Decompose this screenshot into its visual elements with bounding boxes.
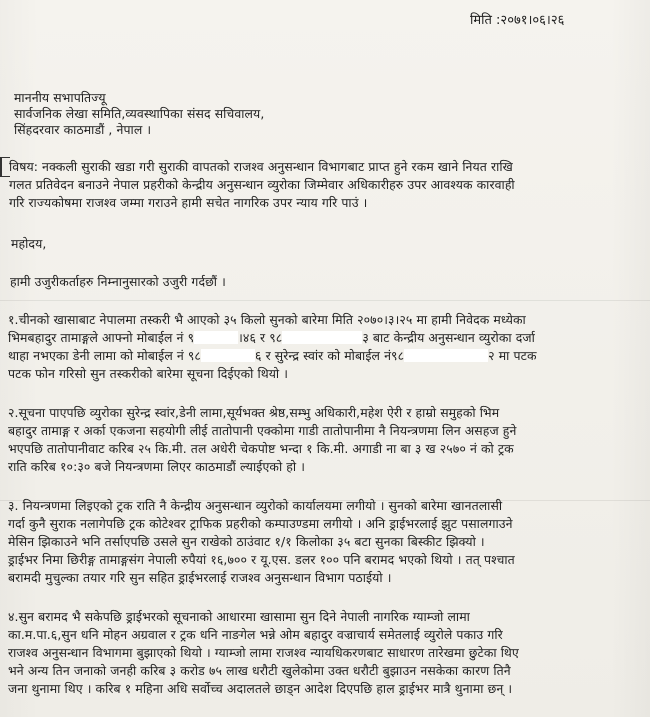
redaction-box bbox=[201, 349, 255, 362]
salutation: महोदय, bbox=[11, 236, 47, 251]
para4-line-3: राजश्व अनुसन्धान विभागमा बुझाएको थियो । ग्याम्जो लामा राजश्व न्यायधिकरणबाट साधारण तारेखमा छुटेका थिए bbox=[8, 645, 519, 660]
para1-line-3-part-c: २ मा पटक bbox=[488, 348, 537, 363]
para3-line-5: बरामदी मुचुल्का तयार गरि सुन सहित ड्राईभरलाई राजश्व अनुसन्धान विभाग पठाईयो । bbox=[8, 570, 392, 585]
subject-line-1: विषय: नक्कली सुराकी खडा गरी सुराकी वापतको राजश्व अनुसन्धान विभागबाट प्राप्त हुने रकम खाने नियत राखि bbox=[9, 159, 513, 174]
addressee-line-2: सार्वजनिक लेखा समिति,व्यवस्थापिका संसद सचिवालय, bbox=[14, 106, 265, 121]
redaction-box bbox=[404, 349, 488, 362]
para1-line-1: १.चीनको खासाबाट नेपालमा तस्करी भै आएको ३५ किलो सुनको बारेमा मिति २०७०।३।२५ मा हामी निवेदक मध्येका bbox=[8, 312, 526, 327]
para1-line-3-part-b: ६ र सुरेन्द्र स्वांर को मोबाईल नं९८ bbox=[254, 348, 405, 363]
para2-line-3: भएपछि तातोपानीवाट करिब २५ कि.मी. तल अधेरी चेकपोष्ट भन्दा १ कि.मी. अगाडी ना बा ३ ख २५७० नं को ट्रक bbox=[8, 441, 514, 456]
subject-line-3: गरि राज्यकोषमा राजश्व जम्मा गराउने हामी सचेत नागरिक उपर न्याय गरि पाउं । bbox=[9, 195, 368, 210]
para1-line-2-part-a: भिमबहादुर तामाङ्गले आफ्नो मोबाईल नं ९ bbox=[8, 330, 195, 345]
para1-line-2 bbox=[8, 330, 535, 346]
para2-line-1: २.सूचना पाएपछि व्युरोका सुरेन्द्र स्वांर,डेनी लामा,सूर्यभक्त श्रेष्ठ,सम्भु अधिकारी,महेश ऐरी र हाम्रो समुहको भिम bbox=[8, 405, 500, 420]
addressee-line-3: सिंहदरवार काठमाडौं , नेपाल । bbox=[14, 122, 152, 137]
letter-date: मिति :२०७१।०६।२६ bbox=[470, 13, 565, 28]
para4-line-2: का.म.पा.६,सुन धनि मोहन अग्रवाल र ट्रक धनि नाङगेल भन्ने ओम बहादुर वज्राचार्य समेतलाई व्युरोले पकाउ गरि bbox=[8, 627, 503, 642]
para1-line-2-part-b: ।४६ र ९८ bbox=[238, 330, 283, 345]
para3-line-4: ड्राईभर निमा छिरीङ्ग तामाङ्गसंग नेपाली रुपैयां १६,७०० र यू.एस. डलर १०० पनि बरामद भएको थियो । तत् पश्चात bbox=[8, 552, 515, 567]
intro-text: हामी उजुरीकर्ताहरु निम्नानुसारको उजुरी गर्दछौं । bbox=[10, 274, 226, 289]
para3-line-3: मेसिन झिकाउने भनि तर्साएपछि उसले सुन राखेको ठाउंवाट १/१ किलोका ३५ बटा सुनका बिस्कीट झिक्यो । bbox=[8, 534, 485, 549]
subject-line-2: गलत प्रतिवेदन बनाउने नेपाल प्रहरीको केन्द्रीय अनुसन्धान व्युरोका जिम्मेवार अधिकारीहरु उपर आवश्यक कारवाही bbox=[9, 177, 515, 192]
redaction-box bbox=[194, 331, 238, 344]
para1-line-3-part-a: थाहा नभएका डेनी लामा को मोबाईल नं ९८ bbox=[8, 348, 201, 363]
para1-line-4: पटक फोन गरिसो सुन तस्करीको बारेमा सूचना दिईएको थियो । bbox=[8, 366, 289, 381]
redaction-box bbox=[282, 331, 362, 344]
para3-line-2: गर्दा कुनै सुराक नलागेपछि ट्रक कोटेश्वर ट्राफिक प्रहरीको कम्पाउण्डमा लगीयो । अनि ड्राईभरलाई झुट पसालगाउने bbox=[8, 516, 513, 531]
para2-line-4: राति करिब १०:३० बजे नियन्त्रणमा लिएर काठमाडौं ल्याईएको हो । bbox=[8, 459, 306, 474]
para4-line-4: भने अन्य तिन जनाको जनही करिब ३ करोड ७५ लाख धरौटी खुलेकोमा उक्त धरौटी बुझाउन नसकेका कारण तिनै bbox=[8, 663, 511, 678]
addressee-line-1: माननीय सभापतिज्यू bbox=[14, 90, 106, 105]
para4-line-1: ४.सुन बरामद भै सकेपछि ड्राईभरको सूचनाको आधारमा खासामा सुन दिने नेपाली नागरिक ग्याम्जो लामा bbox=[8, 609, 470, 624]
para3-line-1: ३. नियन्त्रणमा लिइएको ट्रक राति नै केन्द्रीय अनुसन्धान व्युरोको कार्यालयमा लगीयो । सुनको बारेमा खानतलासी bbox=[8, 498, 503, 513]
para4-line-5: जना थुनामा थिए । करिब १ महिना अधि सर्वोच्च अदालतले छाड्न आदेश दिएपछि हाल ड्राईभर मात्रै थुनामा छन् । bbox=[8, 681, 513, 696]
para2-line-2: बहादुर तामाङ्ग र अर्का एकजना सहयोगी लीई तातोपानी एक्कोमा गाडी तातोपानीमा नै नियन्त्रणमा लिन असहज हुने bbox=[8, 423, 517, 438]
para1-line-2-part-c: ३ बाट केन्द्रीय अनुसन्धान व्युरोका दर्जा bbox=[362, 330, 535, 345]
paper-fold-line bbox=[0, 300, 650, 301]
para1-line-3 bbox=[8, 348, 537, 364]
